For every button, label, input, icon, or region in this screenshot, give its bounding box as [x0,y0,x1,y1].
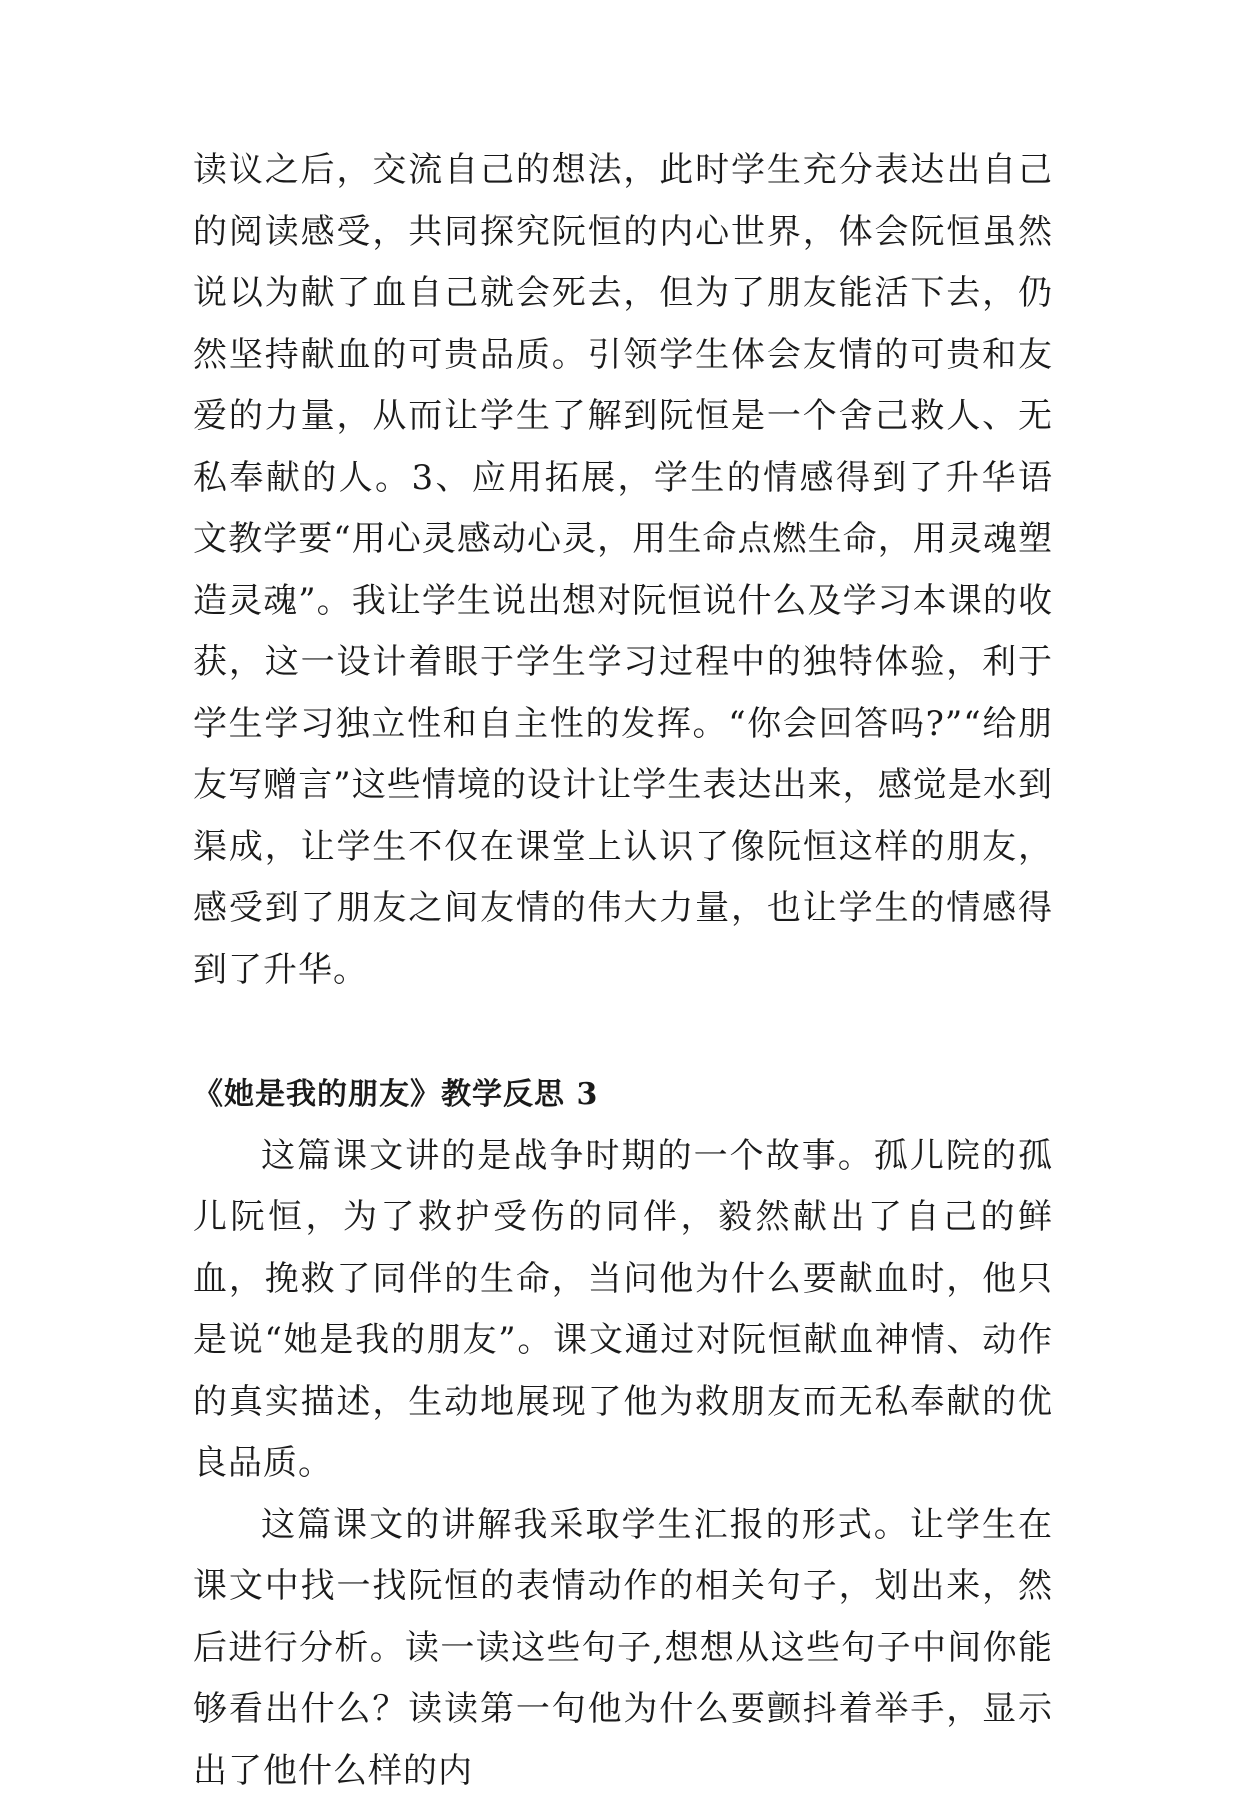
section-title: 《她是我的朋友》教学反思 3 [193,1064,1053,1126]
body-paragraph-1: 这篇课文讲的是战争时期的一个故事。孤儿院的孤儿阮恒，为了救护受伤的同伴，毅然献出了自己的鲜血，挽救了同伴的生命，当问他为什么要献血时，他只是说“她是我的朋友”。课文通过对阮恒献血神情、动作的真实描述，生动地展现了他为救朋友而无私奉献的优良品质。 [193,1126,1053,1495]
body-paragraph-continued: 读议之后，交流自己的想法，此时学生充分表达出自己的阅读感受，共同探究阮恒的内心世界，体会阮恒虽然说以为献了血自己就会死去，但为了朋友能活下去，仍然坚持献血的可贵品质。引领学生体会友情的可贵和友爱的力量，从而让学生了解到阮恒是一个舍己救人、无私奉献的人。3、应用拓展，学生的情感得到了升华语文教学要“用心灵感动心灵，用生命点燃生命，用灵魂塑造灵魂”。我让学生说出想对阮恒说什么及学习本课的收获，这一设计着眼于学生学习过程中的独特体验，利于学生学习独立性和自主性的发挥。“你会回答吗?”“给朋友写赠言”这些情境的设计让学生表达出来，感觉是水到渠成，让学生不仅在课堂上认识了像阮恒这样的朋友，感受到了朋友之间友情的伟大力量，也让学生的情感得到了升华。 [193,140,1053,1001]
body-paragraph-2: 这篇课文的讲解我采取学生汇报的形式。让学生在课文中找一找阮恒的表情动作的相关句子，划出来，然后进行分析。读一读这些句子,想想从这些句子中间你能够看出什么？读读第一句他为什么要颤抖着举手，显示出了他什么样的内 [193,1495,1053,1802]
document-page [193,140,1053,1802]
